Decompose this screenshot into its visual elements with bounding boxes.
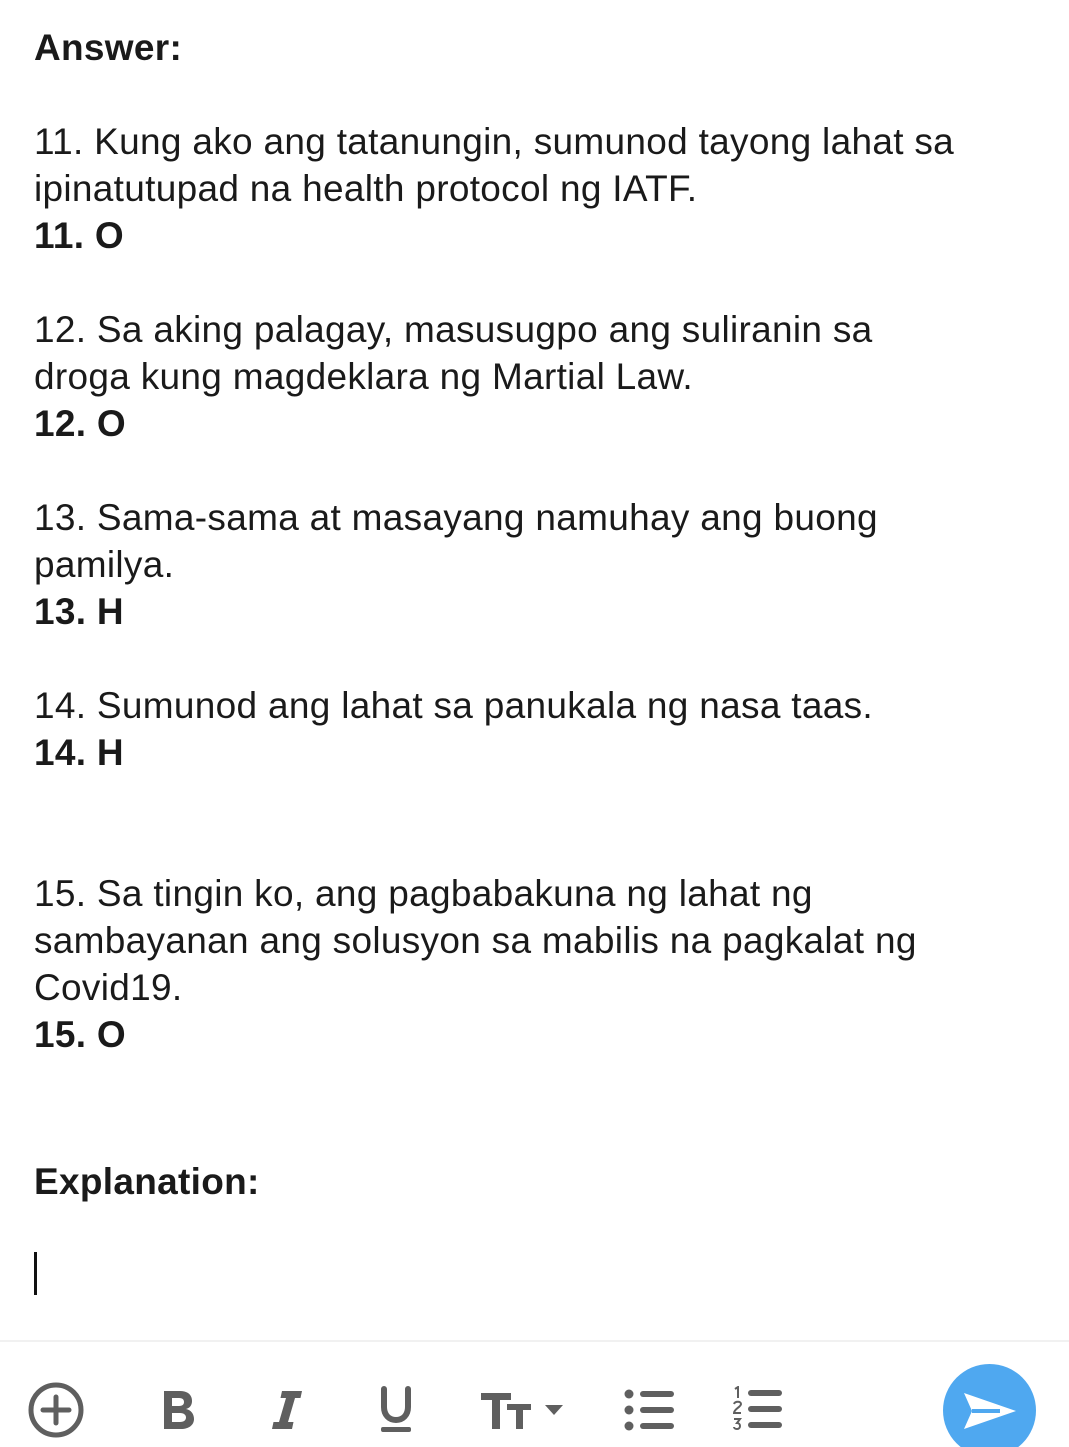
- send-button[interactable]: [943, 1364, 1036, 1447]
- question-15-line-3: Covid19.: [34, 967, 183, 1008]
- plus-circle-icon: [27, 1381, 85, 1439]
- underline-button[interactable]: [374, 1375, 418, 1445]
- add-attachment-button[interactable]: [26, 1375, 86, 1445]
- question-11-line-2: ipinatutupad na health protocol ng IATF.: [34, 168, 698, 209]
- numbered-list-button[interactable]: [730, 1375, 786, 1445]
- italic-icon: [266, 1387, 306, 1433]
- question-13-line-2: pamilya.: [34, 544, 175, 585]
- answer-heading: Answer:: [34, 27, 183, 68]
- answer-12: 12. O: [34, 403, 126, 444]
- answer-13: 13. H: [34, 591, 124, 632]
- bold-button[interactable]: [156, 1375, 200, 1445]
- question-11-line-1: 11. Kung ako ang tatanungin, sumunod tayong lahat sa: [34, 121, 955, 162]
- text-cursor: [34, 1252, 37, 1295]
- bold-icon: [158, 1387, 198, 1433]
- question-12-line-1: 12. Sa aking palagay, masusugpo ang suliranin sa: [34, 309, 873, 350]
- numbered-list-icon: [731, 1386, 785, 1434]
- question-14-line-1: 14. Sumunod ang lahat sa panukala ng nasa taas.: [34, 685, 873, 726]
- question-13-line-1: 13. Sama-sama at masayang namuhay ang buong: [34, 497, 878, 538]
- answer-15: 15. O: [34, 1014, 126, 1055]
- question-12-line-2: droga kung magdeklara ng Martial Law.: [34, 356, 693, 397]
- answer-14: 14. H: [34, 732, 124, 773]
- send-icon: [960, 1389, 1020, 1433]
- underline-icon: [376, 1385, 416, 1435]
- italic-button[interactable]: [264, 1375, 308, 1445]
- explanation-heading: Explanation:: [34, 1161, 260, 1202]
- bullet-list-button[interactable]: [622, 1375, 678, 1445]
- question-15-line-1: 15. Sa tingin ko, ang pagbabakuna ng lahat ng: [34, 873, 813, 914]
- answer-11: 11. O: [34, 215, 124, 256]
- bullet-list-icon: [623, 1387, 677, 1433]
- question-15-line-2: sambayanan ang solusyon sa mabilis na pagkalat ng: [34, 920, 917, 961]
- text-size-button[interactable]: [478, 1375, 570, 1445]
- text-size-icon: [479, 1387, 569, 1433]
